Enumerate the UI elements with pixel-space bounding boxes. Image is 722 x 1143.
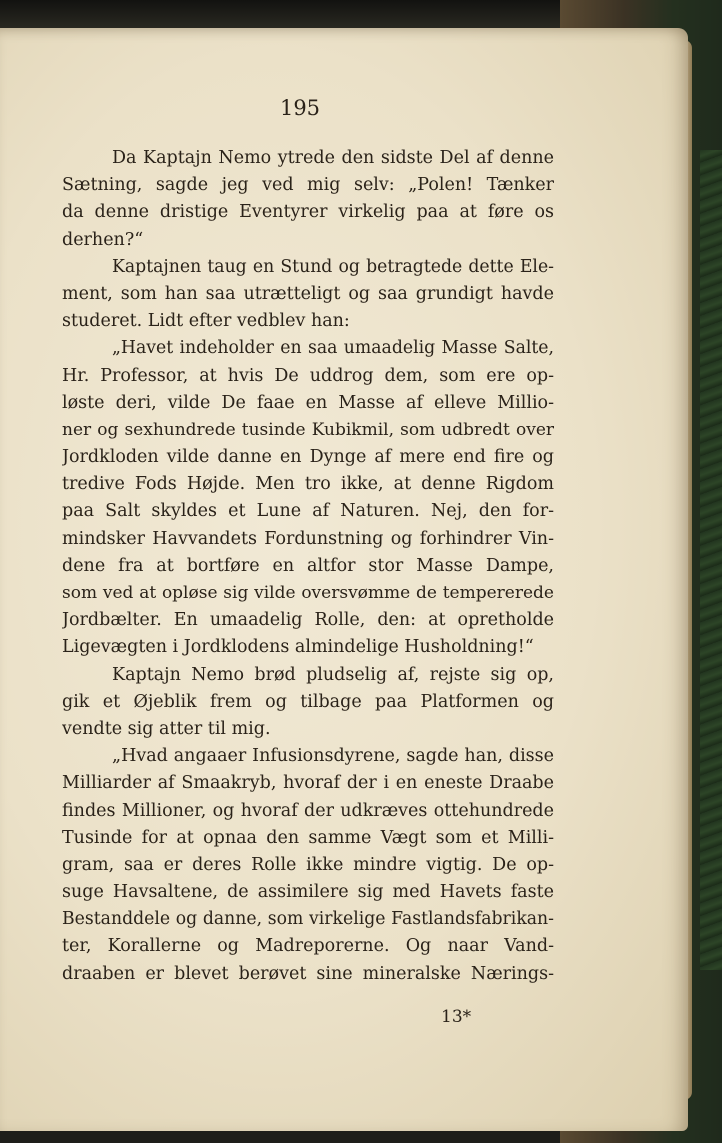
text-line: Tusinde for at opnaa den samme Vægt som et Milli-: [62, 827, 554, 848]
text-line: Sætning, sagde jeg ved mig selv: „Polen! Tænker: [62, 175, 554, 196]
marbled-cover-edge: [700, 150, 722, 970]
text-line: „Hvad angaaer Infusionsdyrene, sagde han, disse: [112, 746, 554, 767]
text-line: Kaptajn Nemo brød pludselig af, rejste sig op,: [112, 664, 554, 685]
text-line: som ved at opløse sig vilde oversvømme de tempererede: [62, 583, 554, 603]
text-line: da denne dristige Eventyrer virkelig paa at føre os: [62, 202, 554, 223]
text-line: Hr. Professor, at hvis De uddrog dem, som ere op-: [62, 365, 554, 386]
text-line: mindsker Havvandets Fordunstning og forhindrer Vin-: [62, 528, 554, 549]
text-line: gik et Øjeblik frem og tilbage paa Platformen og: [62, 691, 554, 712]
text-line: ner og sexhundrede tusinde Kubikmil, som udbredt over: [62, 419, 554, 440]
text-line: Milliarder af Smaakryb, hvoraf der i en eneste Draabe: [62, 773, 554, 794]
body-text: [62, 145, 554, 988]
text-line: vendte sig atter til mig.: [62, 718, 271, 739]
text-line: findes Millioner, og hvoraf der udkræves ottehundrede: [62, 800, 554, 821]
text-line: Da Kaptajn Nemo ytrede den sidste Del af denne: [112, 148, 554, 168]
text-line: Jordbælter. En umaadelig Rolle, den: at opretholde: [62, 610, 554, 631]
text-line: studeret. Lidt efter vedblev han:: [62, 311, 350, 332]
text-line: Jordkloden vilde danne en Dynge af mere end fire og: [62, 447, 554, 468]
text-line: løste deri, vilde De faae en Masse af elleve Millio-: [62, 392, 554, 413]
text-line: gram, saa er deres Rolle ikke mindre vigtig. De op-: [62, 854, 554, 875]
text-line: ment, som han saa utrætteligt og saa grundigt havde: [62, 283, 554, 304]
printer-signature-mark: 13*: [441, 1007, 472, 1027]
text-line: tredive Fods Højde. Men tro ikke, at denne Rigdom: [62, 474, 554, 495]
text-line: Bestanddele og danne, som virkelige Fastlandsfabrikan-: [62, 909, 554, 930]
text-line: Ligevægten i Jordklodens almindelige Husholdning!“: [62, 637, 534, 658]
text-line: derhen?“: [62, 229, 144, 250]
text-line: draaben er blevet berøvet sine mineralske Nærings-: [62, 963, 554, 984]
text-line: Kaptajnen taug en Stund og betragtede dette Ele-: [112, 256, 554, 277]
text-line: „Havet indeholder en saa umaadelig Masse Salte,: [112, 338, 554, 359]
text-line: ter, Korallerne og Madreporerne. Og naar Vand-: [62, 936, 554, 957]
text-line: suge Havsaltene, de assimilere sig med Havets faste: [62, 882, 554, 903]
text-line: paa Salt skyldes et Lune af Naturen. Nej, den for-: [62, 501, 554, 522]
page-number: 195: [279, 96, 321, 120]
text-line: dene fra at bortføre en altfor stor Masse Dampe,: [62, 555, 554, 576]
